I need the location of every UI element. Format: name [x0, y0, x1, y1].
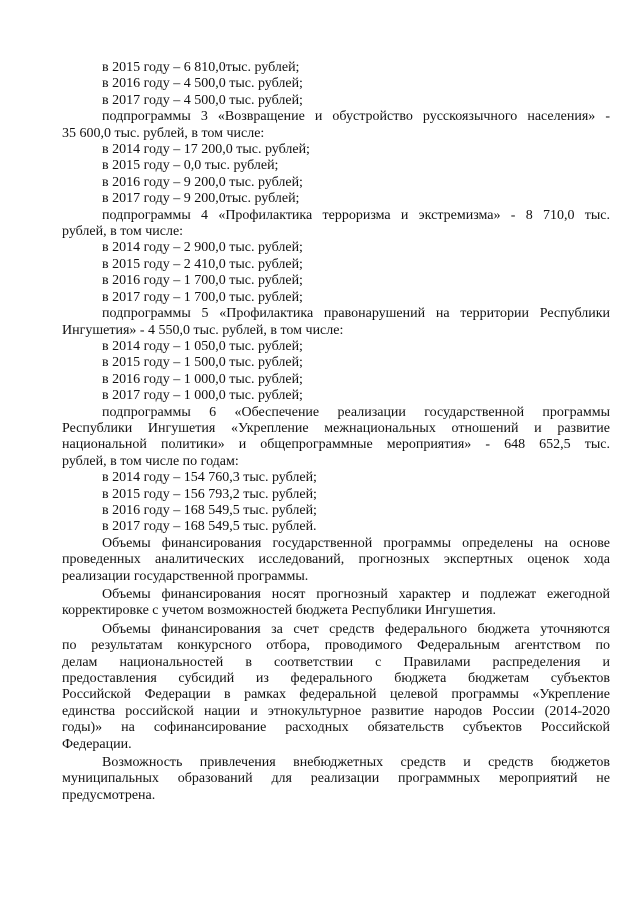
text-line: корректировке с учетом возможностей бюджета Республики Ингушетия. [62, 603, 497, 619]
text-line: годы)» на софинансирование расходных обязательств субъектов Российской [62, 720, 610, 736]
text-line: Объемы финансирования за счет средств федерального бюджета уточняются [102, 621, 610, 637]
text-line: муниципальных образований для реализации программных мероприятий не [62, 771, 610, 787]
text-line: в 2016 году – 1 700,0 тыс. рублей; [102, 273, 303, 289]
text-line: предоставления субсидий из федерального бюджета бюджетам субъектов [62, 671, 610, 687]
text-line: в 2016 году – 1 000,0 тыс. рублей; [102, 371, 303, 387]
text-line: в 2016 году – 4 500,0 тыс. рублей; [102, 76, 303, 92]
text-line: Объемы финансирования носят прогнозный характер и подлежат ежегодной [102, 587, 610, 602]
text-line: в 2014 году – 17 200,0 тыс. рублей; [102, 142, 310, 158]
text-line: подпрограммы 4 «Профилактика терроризма и экстремизма» - 8 710,0 тыс. [102, 207, 610, 223]
text-line: в 2017 году – 1 000,0 тыс. рублей; [102, 388, 303, 404]
text-line: подпрограммы 5 «Профилактика правонарушений на территории Республики [102, 306, 610, 322]
text-line: в 2015 году – 2 410,0 тыс. рублей; [102, 256, 303, 272]
text-line: реализации государственной программы. [62, 568, 309, 584]
text-line: в 2017 году – 168 549,5 тыс. рублей. [102, 519, 317, 535]
text-line: подпрограммы 3 «Возвращение и обустройство русскоязычного населения» - [102, 109, 610, 125]
text-line: национальной политики» и общепрограммные мероприятия» - 648 652,5 тыс. [62, 437, 610, 453]
text-line: в 2015 году – 156 793,2 тыс. рублей; [102, 486, 317, 502]
text-line: в 2015 году – 0,0 тыс. рублей; [102, 158, 279, 174]
text-line: Объемы финансирования государственной программы определены на основе [102, 535, 610, 551]
text-line: предусмотрена. [62, 787, 156, 803]
text-line: Возможность привлечения внебюджетных средств и средств бюджетов [102, 755, 610, 771]
text-line: в 2017 году – 9 200,0тыс. рублей; [102, 191, 300, 207]
text-line: проведенных аналитических исследований, прогнозных экспертных оценок хода [62, 552, 610, 568]
text-line: в 2015 году – 1 500,0 тыс. рублей; [102, 355, 303, 371]
text-line: в 2016 году – 168 549,5 тыс. рублей; [102, 502, 317, 518]
document-page [62, 60, 610, 804]
text-line: в 2014 году – 2 900,0 тыс. рублей; [102, 240, 303, 256]
text-line: Республики Ингушетия «Укрепление межнациональных отношений и развитие [62, 420, 610, 436]
text-line: Федерации. [62, 736, 132, 752]
text-line: 35 600,0 тыс. рублей, в том числе: [62, 125, 265, 141]
text-line: рублей, в том числе: [62, 224, 184, 240]
text-line: в 2015 году – 6 810,0тыс. рублей; [102, 60, 300, 75]
text-line: единства российской нации и этнокультурное развитие народов России (2014-2020 [62, 703, 610, 719]
text-line: по результатам конкурсного отбора, проводимого Федеральным агентством по [62, 638, 610, 654]
text-line: делам национальностей в соответствии с Правилами распределения и [62, 654, 610, 670]
text-line: в 2017 году – 1 700,0 тыс. рублей; [102, 289, 303, 305]
text-line: подпрограммы 6 «Обеспечение реализации государственной программы [102, 404, 610, 420]
text-line: Ингушетия» - 4 550,0 тыс. рублей, в том числе: [62, 322, 344, 338]
text-line: рублей, в том числе по годам: [62, 453, 239, 469]
text-line: в 2016 году – 9 200,0 тыс. рублей; [102, 174, 303, 190]
text-line: в 2017 году – 4 500,0 тыс. рублей; [102, 92, 303, 108]
text-line: Российской Федерации в рамках федеральной целевой программы «Укрепление [62, 687, 610, 703]
text-line: в 2014 году – 1 050,0 тыс. рублей; [102, 338, 303, 354]
text-line: в 2014 году – 154 760,3 тыс. рублей; [102, 470, 317, 486]
